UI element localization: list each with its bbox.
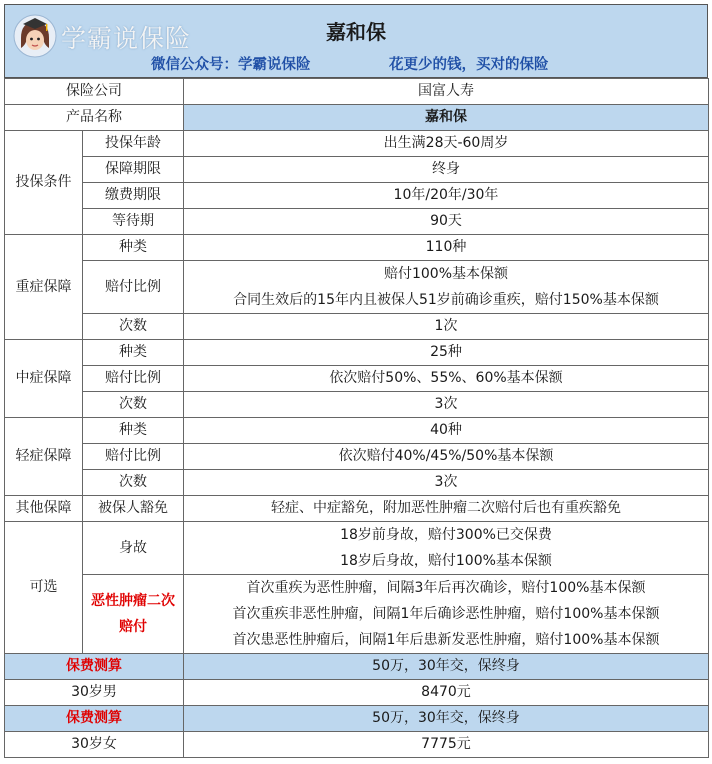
waiting-label: 等待期 [83,209,184,235]
critical-times-value: 1次 [184,314,709,340]
slogan-text: 花更少的钱，买对的保险 [389,57,549,73]
critical-ratio-line: 合同生效后的15年内且被保人51岁前确诊重疾，赔付150%基本保额 [233,292,659,308]
death-label: 身故 [83,522,184,575]
table-row [5,706,709,732]
table-row [5,340,709,366]
critical-times-label: 次数 [83,314,184,340]
table-row [5,183,709,209]
table-row [5,654,709,680]
table-row [5,470,709,496]
death-value [184,522,709,575]
mild-times-value: 3次 [184,470,709,496]
table-row [5,444,709,470]
premium-price-female: 7775元 [184,732,709,758]
table-row [5,732,709,758]
product-title: 嘉和保 [326,20,386,44]
product-label: 产品名称 [5,105,184,131]
premium-calc-label-male: 保费测算 [5,654,184,680]
table-row [5,131,709,157]
waiver-value: 轻症、中症豁免，附加恶性肿瘤二次赔付后也有重疾豁免 [184,496,709,522]
header-banner [4,4,708,78]
critical-kind-label: 种类 [83,235,184,261]
cancer-second-pay-label: 恶性肿瘤二次赔付 [83,575,184,654]
table-row [5,261,709,314]
table-row [5,680,709,706]
product-value: 嘉和保 [184,105,709,131]
table-row [5,157,709,183]
critical-kind-value: 110种 [184,235,709,261]
payment-label: 缴费期限 [83,183,184,209]
moderate-kind-label: 种类 [83,340,184,366]
cancer-second-pay-value [184,575,709,654]
moderate-times-value: 3次 [184,392,709,418]
premium-plan-female: 50万，30年交，保终身 [184,706,709,732]
age-value: 出生满28天-60周岁 [184,131,709,157]
table-row [5,366,709,392]
term-label: 保障期限 [83,157,184,183]
table-row [5,392,709,418]
premium-price-male: 8470元 [184,680,709,706]
insurance-detail-table [4,78,709,758]
mild-times-label: 次数 [83,470,184,496]
table-row [5,496,709,522]
payment-value: 10年/20年/30年 [184,183,709,209]
waiver-label: 被保人豁免 [83,496,184,522]
table-row [5,79,709,105]
critical-group-label: 重症保障 [5,235,83,340]
moderate-kind-value: 25种 [184,340,709,366]
mild-kind-label: 种类 [83,418,184,444]
age-label: 投保年龄 [83,131,184,157]
cancer-value-line: 首次重疾为恶性肿瘤，间隔3年后再次确诊，赔付100%基本保额 [246,580,646,596]
mild-kind-value: 40种 [184,418,709,444]
premium-plan-male: 50万，30年交，保终身 [184,654,709,680]
table-row [5,418,709,444]
waiting-value: 90天 [184,209,709,235]
cancer-value-line: 首次患恶性肿瘤后，间隔1年后患新发恶性肿瘤，赔付100%基本保额 [232,632,660,648]
critical-ratio-label: 赔付比例 [83,261,184,314]
mild-group-label: 轻症保障 [5,418,83,496]
other-group-label: 其他保障 [5,496,83,522]
moderate-times-label: 次数 [83,392,184,418]
brand-logo-text: 学霸说保险 [61,24,192,53]
mild-ratio-label: 赔付比例 [83,444,184,470]
moderate-ratio-label: 赔付比例 [83,366,184,392]
company-value: 国富人寿 [184,79,709,105]
death-value-line: 18岁后身故，赔付100%基本保额 [340,553,552,569]
moderate-ratio-value: 依次赔付50%、55%、60%基本保额 [184,366,709,392]
table-row [5,105,709,131]
optional-group-label: 可选 [5,522,83,654]
premium-calc-label-female: 保费测算 [5,706,184,732]
critical-ratio-line: 赔付100%基本保额 [383,266,509,282]
table-row [5,209,709,235]
cancer-value-line: 首次重疾非恶性肿瘤，间隔1年后确诊恶性肿瘤，赔付100%基本保额 [232,606,660,622]
company-label: 保险公司 [5,79,184,105]
premium-who-female: 30岁女 [5,732,184,758]
table-row [5,575,709,654]
table-row [5,314,709,340]
wechat-account-text: 微信公众号：学霸说保险 [151,57,311,73]
table-row [5,235,709,261]
critical-ratio-value [184,261,709,314]
table-row [5,522,709,575]
death-value-line: 18岁前身故，赔付300%已交保费 [340,527,552,543]
mild-ratio-value: 依次赔付40%/45%/50%基本保额 [184,444,709,470]
premium-who-male: 30岁男 [5,680,184,706]
conditions-group-label: 投保条件 [5,131,83,235]
term-value: 终身 [184,157,709,183]
moderate-group-label: 中症保障 [5,340,83,418]
